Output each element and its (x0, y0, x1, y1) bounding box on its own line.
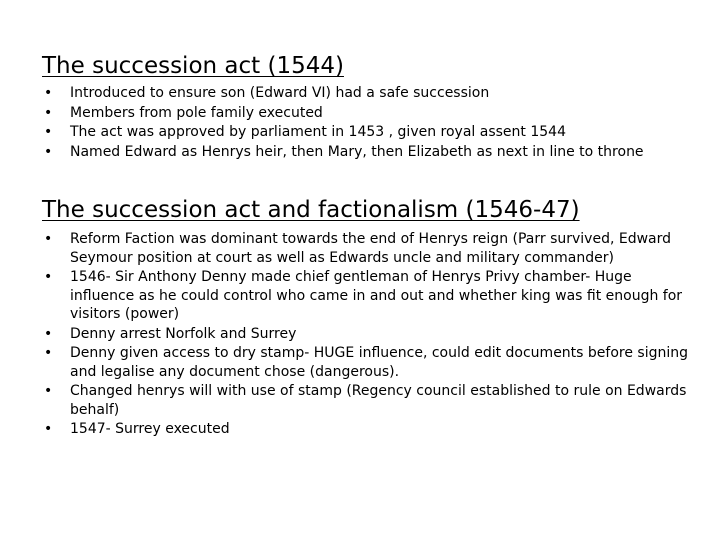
bullet-item: • Named Edward as Henrys heir, then Mary, then Elizabeth as next in line to throne (42, 143, 692, 162)
bullet-item: • The act was approved by parliament in 1453 , given royal assent 1544 (42, 123, 692, 142)
bullet-item: • Changed henrys will with use of stamp (Regency council established to rule on Edwards behalf) (42, 382, 692, 419)
bullet-item: • 1546- Sir Anthony Denny made chief gentleman of Henrys Privy chamber- Huge influence as he could control who came in and out and whether king was fit enough for visitors (power) (42, 268, 692, 324)
succession-act-bullet-list (42, 84, 692, 162)
bullet-item: • Members from pole family executed (42, 104, 692, 123)
heading-succession-act: The succession act (1544) (42, 53, 344, 79)
bullet-item: • Denny given access to dry stamp- HUGE influence, could edit documents before signing and legalise any document chose (dangerous). (42, 344, 692, 381)
factionalism-bullet-list (42, 230, 692, 440)
heading-factionalism: The succession act and factionalism (1546-47) (42, 197, 580, 223)
bullet-item: • 1547- Surrey executed (42, 420, 692, 439)
bullet-item: • Introduced to ensure son (Edward VI) had a safe succession (42, 84, 692, 103)
bullet-item: • Reform Faction was dominant towards the end of Henrys reign (Parr survived, Edward Seymour position at court as well as Edwards uncle and military commander) (42, 230, 692, 267)
bullet-item: • Denny arrest Norfolk and Surrey (42, 325, 692, 344)
